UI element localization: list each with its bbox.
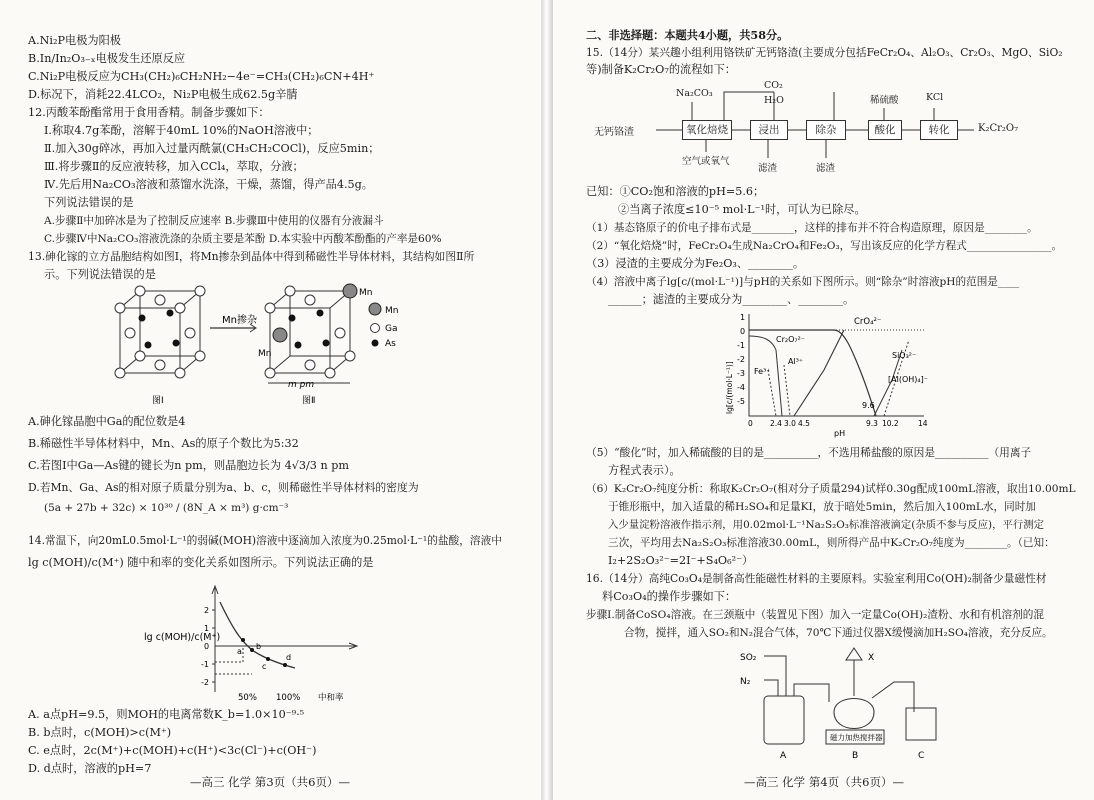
legend-mn: Mn [385,306,399,316]
page-footer-3: —高三 化学 第3页（共6页）— [190,775,350,789]
exam-page-4 [554,0,1094,800]
q15-stem-2: 等)制备K₂Cr₂O₇的流程如下： [586,63,736,76]
q14-option-c: C. e点时，2c(M⁺)+c(MOH)+c(H⁺)<3c(Cl⁻)+c(OH⁻) [28,744,317,757]
q13-option-d: D.若Mn、Ga、As的相对原子质量分别为a、b、c，则稀磁性半导体材料的密度为 [28,481,419,494]
mn-top-label: Mn [359,288,373,298]
input-kcl: KCl [926,92,944,103]
q14-option-b: B. b点时，c(MOH)>c(M⁺) [28,726,172,739]
q15-part-3: （3）浸渣的主要成分为Fe₂O₃、________。 [586,257,805,270]
q15-stem: 15.（14分）某兴趣小组利用铬铁矿无钙铬渣(主要成分包括FeCr₂O₄、Al₂O₃、Cr₂O₃、MgO、SiO₂ [586,46,1063,59]
x-label: X [868,653,875,663]
output-residue-1: 滤渣 [758,163,778,174]
q12-options-ab: A.步骤Ⅱ中加碎冰是为了控制反应速率 B.步骤Ⅲ中使用的仪器有分液漏斗 [44,215,384,227]
y-tick-0: 0 [204,642,210,651]
y-tick-2: 2 [204,606,210,615]
x-tick-14: 14 [918,419,928,428]
q12-stem: 12.丙酸苯酚酯常用于食用香精。制备步骤如下： [28,106,270,119]
y-tick-0: 0 [740,327,746,336]
input-na2co3: Na₂CO₃ [676,88,713,99]
q14-stem-2: lg c(MOH)/c(M⁺) 随中和率的变化关系如图所示。下列说法正确的是 [28,556,374,569]
mn-doping-label: Mn掺杂 [222,315,257,326]
q14-option-a: A. a点pH=9.5，则MOH的电离常数K_b=1.0×10⁻⁹·⁵ [28,708,305,721]
flow-step-acidify: 酸化 [868,120,902,140]
q15-part-4b: ______；滤渣的主要成分为________、________。 [608,293,855,306]
so2-label: SO₂ [740,653,757,663]
q12-step-3: Ⅲ.将步骤Ⅱ的反应液转移，加入CCl₄，萃取，分液； [44,160,304,173]
q13-option-a: A.砷化镓晶胞中Ga的配位数是4 [28,415,186,428]
x-tick-50: 50% [238,693,257,703]
input-co2: CO₂ [764,80,783,91]
point-d: d [286,653,292,662]
q15-part-5: （5）“酸化”时，加入稀硫酸的目的是__________，不选用稀盐酸的原因是__________（用离子 [586,446,1032,459]
known-1: 已知：①CO₂饱和溶液的pH=5.6； [586,185,765,198]
flow-step-leach: 浸出 [750,120,788,140]
flow-step-purify: 除杂 [806,120,846,140]
figure-2-label: 图Ⅱ [302,396,316,406]
cell-edge-label: m pm [288,380,315,390]
q16-stem-2: 料Co₃O₄的操作步骤如下： [602,590,737,603]
neutralization-chart [140,582,390,704]
q15-part-4: （4）溶液中离子lg[c/(mol·L⁻¹)]与pH的关系如下图所示。则“除杂”时溶液pH的范围是____ [586,276,1020,288]
label-aloh4: [Al(OH)₄]⁻ [888,375,928,384]
q13-option-b: B.稀磁性半导体材料中，Mn、As的原子个数比为5:32 [28,437,299,450]
page-footer-4: —高三 化学 第4页（共6页）— [744,775,904,789]
process-flowchart [594,80,1074,180]
label-c: C [918,751,925,761]
x-tick-2-4: 2.4 [770,419,782,428]
q16-stem: 16.（14分）高纯Co₃O₄是制备高性能磁性材料的主要原料。实验室利用Co(OH)₂制备少量磁性材 [586,572,1047,585]
y-tick-neg4: -4 [737,383,745,392]
q13-stem: 13.砷化镓的立方晶胞结构如图Ⅰ，将Mn掺杂到晶体中得到稀磁性半导体材料，其结构如图Ⅱ所 [28,250,475,263]
input-h2so4: 稀硫酸 [870,95,899,106]
q15-part-2: （2）“氧化焙烧”时，FeCr₂O₄生成Na₂CrO₄和Fe₂O₃，写出该反应的化学方程式________________。 [586,240,1063,252]
q12-options-cd: C.步骤Ⅳ中Na₂CO₃溶液洗涤的杂质主要是苯酚 D.本实验中丙酸苯酚酯的产率是60% [44,233,442,245]
q15-part-5b: 方程式表示）。 [608,464,681,477]
n2-label: N₂ [740,677,751,687]
label-9-6: 9.6 [862,401,875,410]
y-axis-label: lg[c/(mol·L⁻¹)] [725,361,734,414]
y-tick-neg2: -2 [737,355,745,364]
mn-side-label: Mn [258,349,272,359]
legend-ga: Ga [385,324,398,334]
exam-page-3 [0,0,540,800]
stirrer-label: 磁力加热搅拌器 [830,733,883,742]
y-tick-neg1: -1 [201,660,209,669]
x-tick-4-5: 4.5 [798,419,810,428]
q14-stem: 14.常温下，向20mL0.5mol·L⁻¹的弱碱(MOH)溶液中逐滴加入浓度为0.25mol·L⁻¹的盐酸，溶液中 [28,534,502,547]
flow-end: K₂Cr₂O₇ [978,123,1019,134]
q13-stem-2: 示。下列说法错误的是 [44,268,156,281]
y-tick-neg2: -2 [201,678,209,687]
output-residue-2: 滤渣 [816,163,836,174]
apparatus-figure [734,642,974,764]
q12-step-2: Ⅱ.加入30g碎冰，再加入过量丙酰氯(CH₃CH₂COCl)，反应5min； [44,142,380,155]
y-tick-neg1: -1 [737,341,745,350]
input-air: 空气或氧气 [682,156,730,167]
density-formula: (5a + 27b + 32c) × 10³⁰ / (8N_A × m³) g·cm⁻³ [44,502,289,514]
crystal-cell-figure [110,283,410,408]
y-tick-1: 1 [740,313,746,322]
point-a: a [237,647,242,656]
q12-step-4: Ⅳ.先后用Na₂CO₃溶液和蒸馏水洗涤，干燥，蒸馏，得产品4.5g。 [44,178,373,191]
label-fe3: Fe³⁺ [754,367,771,376]
legend-as: As [385,339,396,349]
q13-option-c: C.若图Ⅰ中Ga—As键的键长为n pm，则晶胞边长为 4√3/3 n pm [28,459,349,472]
flow-step-convert: 转化 [920,120,958,140]
q15-part-1: （1）基态铬原子的价电子排布式是________，这样的排布并不符合构造原理，原因是________。 [586,222,1038,234]
y-tick-neg3: -3 [737,369,745,378]
point-c: c [262,662,267,671]
q15-part-6: （6）K₂Cr₂O₇纯度分析：称取K₂Cr₂O₇(相对分子质量294)试样0.30g配成100mL溶液，取出10.00mL [586,483,1076,495]
x-tick-100: 100% [276,693,301,703]
x-axis-label: pH [834,429,846,438]
q15-part-6b: 于锥形瓶中，加入适量的稀H₂SO₄和足量KI，放于暗处5min，然后加入100mL水，同时加 [608,501,1036,513]
q11-option-b: B.In/In₂O₃₋ₓ电极发生还原反应 [28,52,186,65]
q11-option-a: A.Ni₂P电极为阳极 [28,34,121,47]
q15-part-6d: 三次，平均用去Na₂S₂O₃标准溶液30.00mL，则所得产品中K₂Cr₂O₇纯度为________。（已知： [608,537,1055,549]
figure-1-label: 图Ⅰ [152,396,164,406]
ph-concentration-chart [724,310,944,438]
q15-part-6c: 入少量淀粉溶液作指示剂，用0.02mol·L⁻¹Na₂S₂O₃标准溶液滴定(杂质不参与反应)，平行测定 [608,519,1045,531]
q15-part-6e: I₂+2S₂O₃²⁻=2I⁻+S₄O₆²⁻） [608,554,754,567]
flow-step-oxidize: 氧化焙烧 [682,120,732,140]
input-h2o: H₂O [764,95,784,106]
q11-option-d: D.标况下，消耗22.4LCO₂，Ni₂P电极生成62.5g辛腈 [28,88,298,101]
section-heading: 二、非选择题：本题共4小题，共58分。 [586,28,789,42]
q14-option-d: D. d点时，溶液的pH=7 [28,762,152,775]
y-axis-label: lg c(MOH)/c(M⁺) [144,632,221,643]
q12-prompt: 下列说法错误的是 [44,196,134,209]
point-b: b [256,642,262,651]
known-2: ②当离子浓度≤10⁻⁵ mol·L⁻¹时，可认为已除尽。 [618,203,866,216]
label-b: B [852,751,859,761]
page-fold [541,0,553,800]
label-cro4: CrO₄²⁻ [854,317,882,327]
q16-step-1b: 合物，搅拌，通入SO₂和N₂混合气体，70℃下通过仪器X缓慢滴加H₂SO₄溶液，充分反应。 [624,627,1053,639]
x-tick-9-3: 9.3 [866,419,878,428]
label-sio3: SiO₃²⁻ [892,351,917,360]
x-tick-0: 0 [748,419,753,428]
label-a: A [780,751,787,761]
label-cr2o7: Cr₂O₇²⁻ [776,335,806,344]
q16-step-1: 步骤Ⅰ.制备CoSO₄溶液。在三颈瓶中（装置见下图）加入一定量Co(OH)₂渣粉、水和有机溶剂的混 [586,609,1044,621]
x-tick-3-0: 3.0 [784,419,796,428]
q11-option-c: C.Ni₂P电极反应为CH₃(CH₂)₆CH₂NH₂−4e⁻=CH₃(CH₂)₆CN+4H⁺ [28,70,375,83]
x-tick-10-2: 10.2 [882,419,899,428]
y-tick-neg5: -5 [737,397,745,406]
q12-step-1: Ⅰ.称取4.7g苯酚，溶解于40mL 10%的NaOH溶液中； [44,124,319,137]
y-tick-1: 1 [204,624,210,633]
flow-start: 无钙铬渣 [594,127,634,138]
x-axis-label: 中和率 [318,693,344,703]
label-al3: Al³⁺ [788,357,804,366]
